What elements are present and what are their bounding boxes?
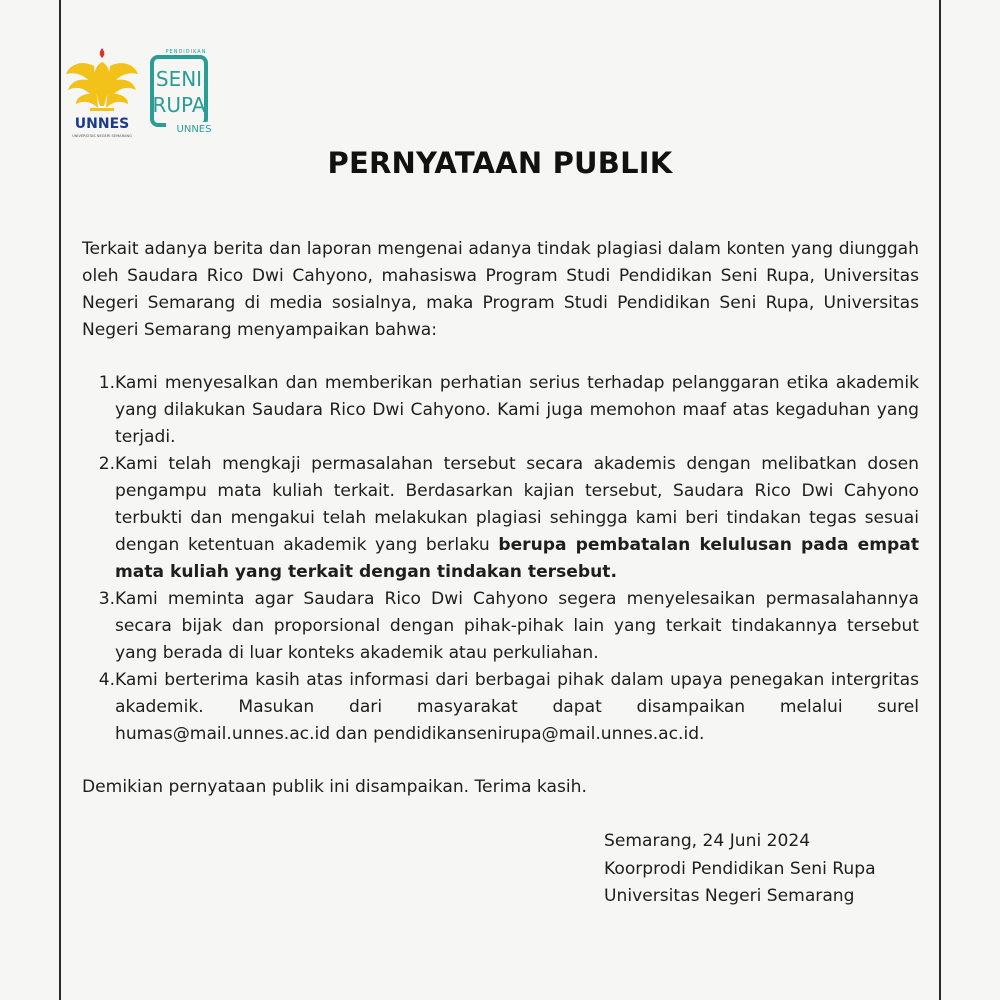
list-number: 2. [98, 454, 115, 474]
list-item [82, 370, 919, 451]
statement-points [82, 370, 919, 748]
seni-rupa-logo-line2: RUPA [152, 93, 206, 117]
list-item-text: Kami berterima kasih atas informasi dari berbagai pihak dalam upaya penegakan intergritas akademik. Masukan dari masyarakat dapat disampaikan melalui surel humas@mail.unnes.ac.id dan pendidikansenirupa@mail.unnes.ac.id. [115, 670, 919, 744]
list-item-text: Kami menyesalkan dan memberikan perhatian serius terhadap pelanggaran etika akademik yang dilakukan Saudara Rico Dwi Cahyono. Kami juga memohon maaf atas kegaduhan yang terjadi. [115, 373, 919, 447]
statement-body [82, 236, 919, 801]
signature-place-date: Semarang, 24 Juni 2024 [604, 831, 811, 851]
list-item [82, 667, 919, 748]
list-item-text: Kami telah mengkaji permasalahan tersebut secara akademis dengan melibatkan dosen pengampu mata kuliah terkait. Berdasarkan kajian tersebut, Saudara Rico Dwi Cahyono terbukti dan mengakui telah melakukan plagiasi sehingga kami beri tindakan tegas sesuai dengan ketentuan akademik yang berlaku [115, 454, 919, 555]
list-item-bold-text: berupa pembatalan kelulusan pada empat mata kuliah yang terkait dengan tindakan tersebut. [115, 535, 919, 582]
seni-rupa-logo-top: PENDIDIKAN [165, 49, 207, 55]
list-item [82, 451, 919, 586]
list-number: 3. [98, 589, 115, 609]
unnes-logo [64, 44, 140, 140]
intro-paragraph: Terkait adanya berita dan laporan mengenai adanya tindak plagiasi dalam konten yang diunggah oleh Saudara Rico Dwi Cahyono, mahasiswa Program Studi Pendidikan Seni Rupa, Universitas Negeri Semarang di media sosialnya, maka Program Studi Pendidikan Seni Rupa, Universitas Negeri Semarang menyampaikan bahwa: [82, 239, 919, 340]
unnes-logo-text: UNNES [74, 116, 130, 132]
signature-block [604, 828, 876, 911]
page-title: PERNYATAAN PUBLIK [327, 146, 673, 180]
list-number: 1. [98, 373, 115, 393]
closing-paragraph: Demikian pernyataan publik ini disampaikan. Terima kasih. [82, 777, 587, 797]
seni-rupa-logo-sub: UNNES [176, 124, 212, 135]
seni-rupa-logo [148, 44, 224, 140]
signature-role: Koorprodi Pendidikan Seni Rupa [604, 858, 876, 879]
unnes-logo-subtext: UNIVERSITAS NEGERI SEMARANG [72, 134, 132, 138]
seni-rupa-logo-line1: SENI [155, 67, 203, 91]
signature-institution: Universitas Negeri Semarang [604, 886, 855, 906]
list-item [82, 586, 919, 667]
list-number: 4. [98, 670, 115, 690]
list-item-text: Kami meminta agar Saudara Rico Dwi Cahyono segera menyelesaikan permasalahannya secara bijak dan proporsional dengan pihak-pihak lain yang terkait tindakannya tersebut yang berada di luar konteks akademik atau perkuliahan. [115, 589, 919, 663]
